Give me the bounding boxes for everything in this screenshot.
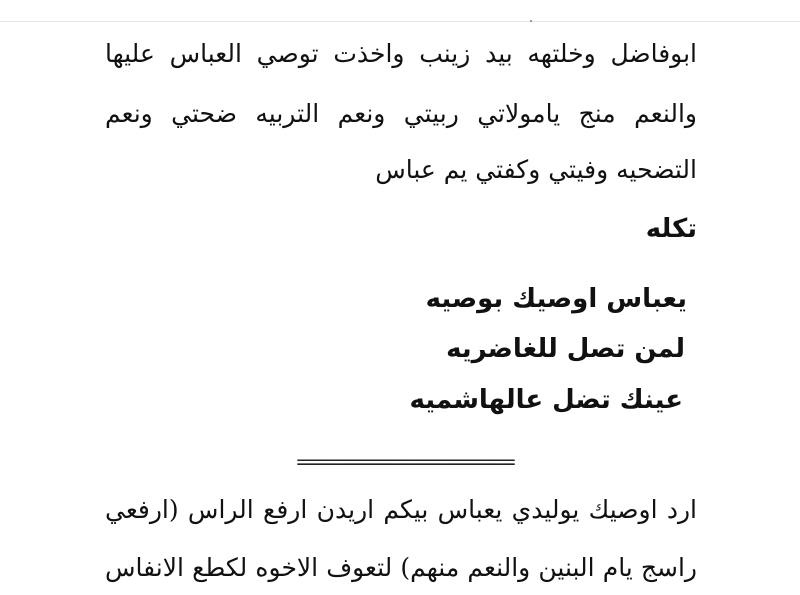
paragraph1-line3: التضحيه وفيتي وكفتي يم عباس <box>375 155 697 184</box>
paragraph2-line1: ارد اوصيك يوليدي يعباس بيكم اريدن ارفع الراس (ارفعي <box>105 495 697 524</box>
verse-line-2: لمن تصل للغاضريه <box>446 334 685 364</box>
verse-line-3: عينك تضل عالهاشميه <box>409 385 683 415</box>
section-heading: تكله <box>645 214 697 244</box>
separator-line: ======================= <box>296 452 514 472</box>
paragraph1-line2: والنعم منج يامولاتي ربيتي ونعم التربيه ضحتي ونعم <box>105 99 697 128</box>
paragraph1-line1: ابوفاضل وخلتهه بيد زينب واخذت توصي العباس عليها <box>105 39 697 68</box>
verse-line-1: يعباس اوصيك بوصيه <box>425 284 687 314</box>
document-page <box>105 0 697 595</box>
paragraph2-line2: راسج يام البنين والنعم منهم) لتعوف الاخوه لكطع الانفاس <box>105 553 697 582</box>
